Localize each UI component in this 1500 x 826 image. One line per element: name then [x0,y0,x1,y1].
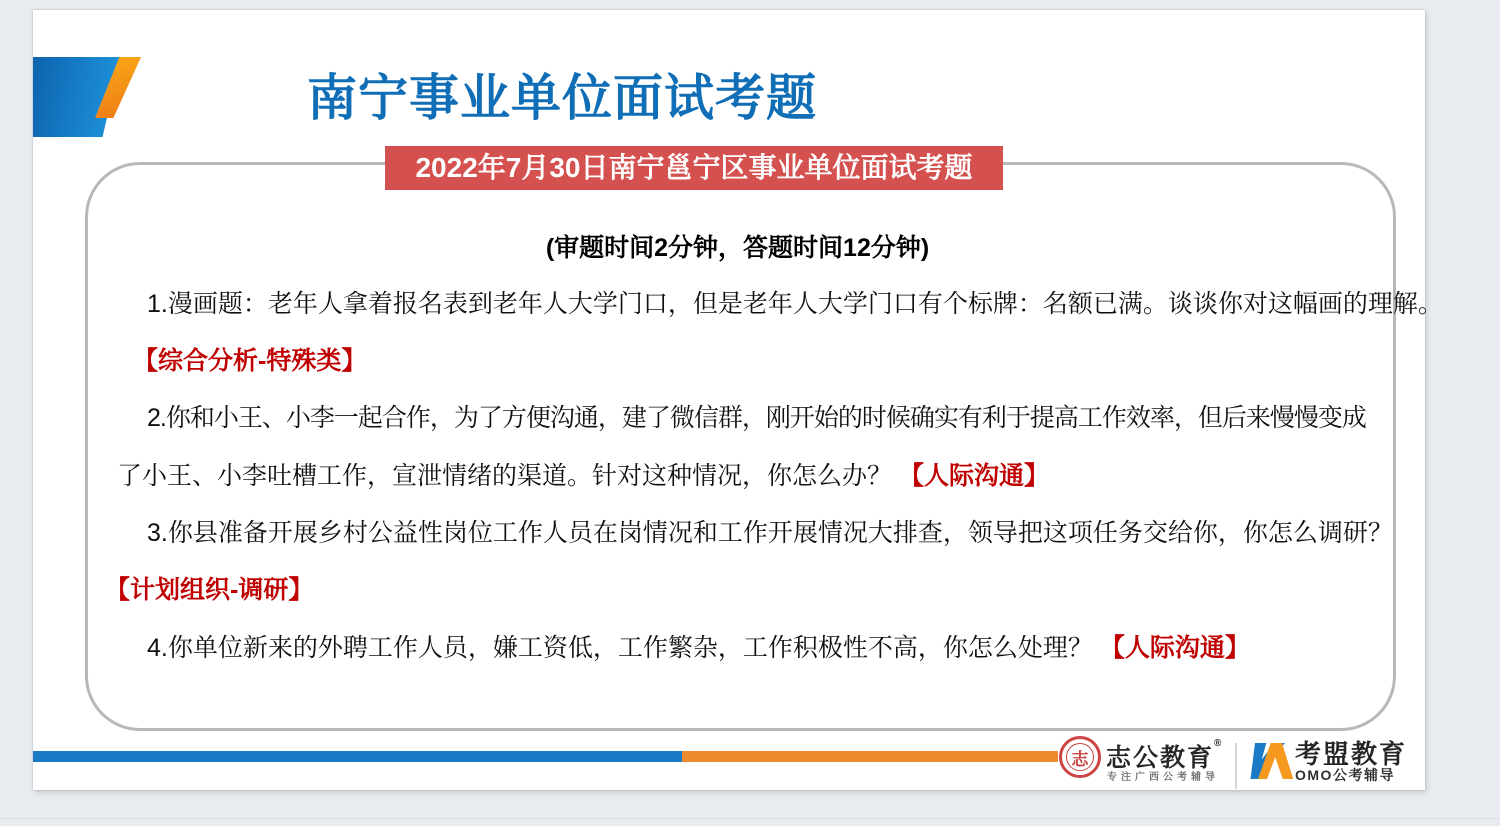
zhigong-seal-icon [1059,736,1101,778]
question-1: 1.漫画题：老年人拿着报名表到老年人大学门口，但是老年人大学门口有个标牌：名额已满。谈谈你对这幅画的理解。 [147,290,1443,318]
question-2-line-2 [117,456,1049,492]
question-3-category-tag: 【计划组织-调研】 [105,576,314,604]
bottom-strip-divider [0,818,1500,819]
question-2-text: 了小王、小李吐槽工作，宣泄情绪的渠道。针对这种情况，你怎么办？ [117,462,893,490]
zhigong-name-text: 志公教育 [1106,744,1215,772]
question-2-category-tag: 【人际沟通】 [898,462,1049,490]
registered-trademark-symbol: ® [1214,738,1224,749]
kaomeng-logo-name: 考盟教育 [1295,739,1408,769]
question-3: 3.你县准备开展乡村公益性岗位工作人员在岗情况和工作开展情况大排查，领导把这项任务交给你，你怎么调研？ [147,519,1393,547]
question-2-line-1: 2.你和小王、小李一起合作，为了方便沟通，建了微信群，刚开始的时候确实有利于提高工作效率，但后来慢慢变成 [147,404,1366,432]
zhigong-seal-character: 志 [1066,743,1094,771]
logo-divider-line [1235,743,1237,789]
page-title: 南宁事业单位面试考题 [307,70,817,126]
question-4 [147,628,1250,664]
presentation-slide [33,10,1443,790]
kaomeng-kx-logo-icon [1246,736,1294,786]
footer-rule-blue-segment [33,751,682,762]
question-4-text: 4.你单位新来的外聘工作人员，嫌工资低，工作繁杂，工作积极性不高，你怎么处理？ [147,634,1093,662]
question-1-category-tag: 【综合分析-特殊类】 [133,347,367,375]
footer-rule-orange-segment [682,751,1058,762]
kaomeng-tagline: OMO公考辅导 [1295,767,1395,783]
zhigong-tagline: 专注广西公考辅导 [1107,772,1219,783]
question-4-category-tag: 【人际沟通】 [1099,634,1250,662]
date-banner: 2022年7月30日南宁邕宁区事业单位面试考题 [385,146,1003,190]
timing-note: (审题时间2分钟，答题时间12分钟) [545,234,930,262]
